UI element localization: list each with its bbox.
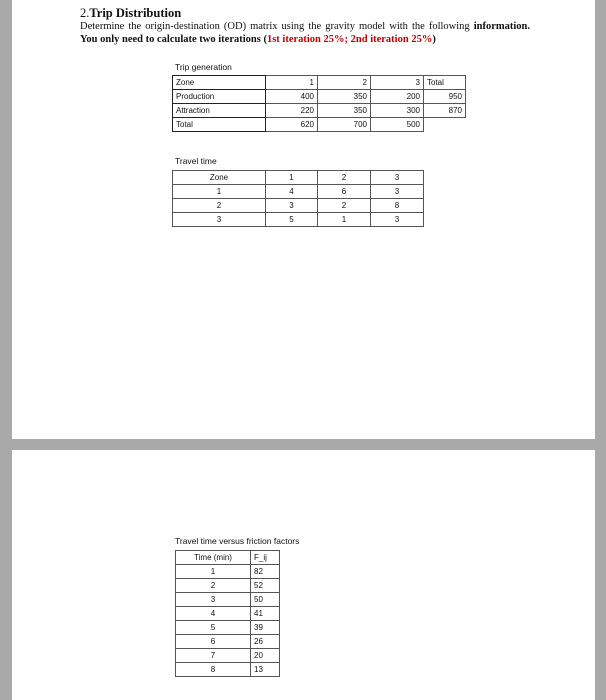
table-cell: 2 [176,579,251,593]
table-cell: 2 [173,199,266,213]
table-cell: 3 [371,185,424,199]
table-cell: 500 [371,118,424,132]
table-cell: 4 [266,185,318,199]
table-row [176,565,280,579]
table-cell: 8 [176,663,251,677]
question-line-2-prefix: information. You only need to calculate two iterations ( [80,21,530,45]
travel-time-table [172,170,424,227]
question-body [80,20,530,46]
table-cell: 700 [318,118,371,132]
table-header-row [173,171,424,185]
table-row [173,104,466,118]
table-cell: 3 [266,199,318,213]
question-number: 2. [80,6,90,20]
header-cell: 1 [266,171,318,185]
header-cell: 3 [371,76,424,90]
table-row [173,118,466,132]
table-row [176,663,280,677]
table-cell: 82 [251,565,280,579]
table-cell: 350 [318,90,371,104]
table-cell: 7 [176,649,251,663]
table-cell: 5 [176,621,251,635]
table-cell: 50 [251,593,280,607]
table-cell: 220 [266,104,318,118]
table-row [176,621,280,635]
header-cell: 2 [318,76,371,90]
table-cell: Production [173,90,266,104]
table-cell: 6 [176,635,251,649]
table-row [173,213,424,227]
table-cell: 350 [318,104,371,118]
question-line-2-suffix: ) [432,34,436,45]
table-cell: 3 [371,213,424,227]
question-title-text: Trip Distribution [89,6,182,20]
table-cell: 2 [318,199,371,213]
header-cell: F_ij [251,551,280,565]
table-row [173,185,424,199]
table-cell: 6 [318,185,371,199]
table-cell: Attraction [173,104,266,118]
header-cell: 2 [318,171,371,185]
header-cell: Zone [173,171,266,185]
table-cell: 5 [266,213,318,227]
question-line-1: Determine the origin-destination (OD) matrix using the gravity model with the following [80,21,470,32]
question-title [80,6,181,21]
table-cell: 870 [424,104,466,118]
table-row [176,593,280,607]
table-cell: 1 [318,213,371,227]
table-row [176,607,280,621]
iteration-note: 1st iteration 25%; 2nd iteration 25% [266,34,433,45]
table-cell: 620 [266,118,318,132]
friction-factor-table [175,550,280,677]
table-cell: 8 [371,199,424,213]
table-cell: 52 [251,579,280,593]
table-row [176,635,280,649]
header-cell: 1 [266,76,318,90]
table-cell: 3 [176,593,251,607]
table-row [176,579,280,593]
table-cell: 400 [266,90,318,104]
table-cell: 20 [251,649,280,663]
trip-generation-caption: Trip generation [175,62,232,72]
friction-caption: Travel time versus friction factors [175,536,300,546]
table-row [173,90,466,104]
travel-time-caption: Travel time [175,156,217,166]
table-cell: 39 [251,621,280,635]
page-2 [12,450,595,700]
table-cell: 3 [173,213,266,227]
table-cell: 1 [173,185,266,199]
page-1 [12,0,595,439]
table-header-row [173,76,466,90]
header-cell: Total [424,76,466,90]
trip-generation-table [172,75,466,132]
header-cell: Time (min) [176,551,251,565]
table-cell: 13 [251,663,280,677]
table-cell: 26 [251,635,280,649]
header-cell: Zone [173,76,266,90]
table-cell [424,118,466,132]
table-cell: 1 [176,565,251,579]
table-cell: 200 [371,90,424,104]
header-cell: 3 [371,171,424,185]
table-cell: 4 [176,607,251,621]
table-header-row [176,551,280,565]
table-row [176,649,280,663]
table-cell: 41 [251,607,280,621]
table-row [173,199,424,213]
table-cell: 950 [424,90,466,104]
table-cell: 300 [371,104,424,118]
table-cell: Total [173,118,266,132]
